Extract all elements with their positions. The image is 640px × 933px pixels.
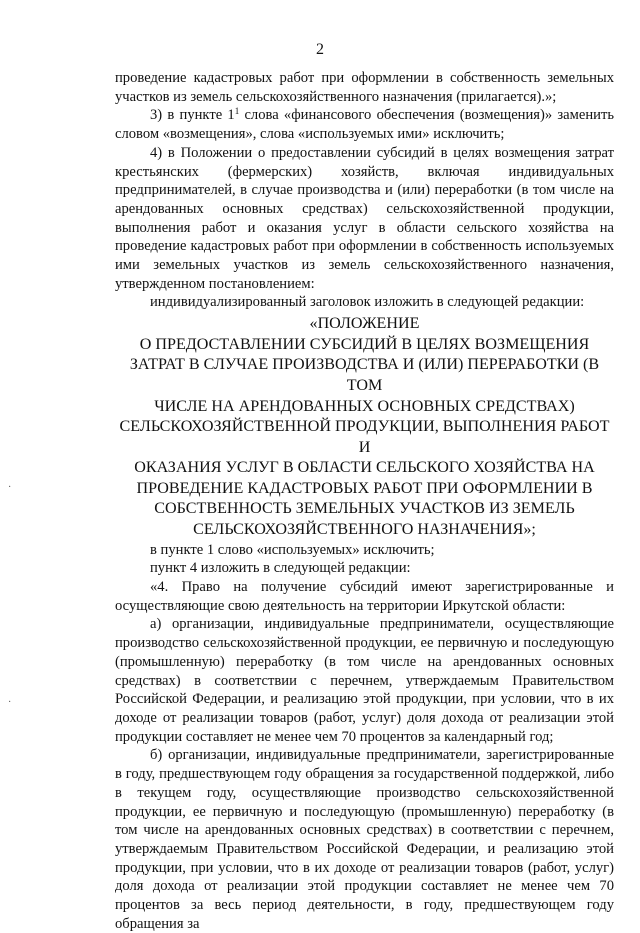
item-3-prefix: 3) в пункте 1 xyxy=(150,107,235,124)
item-3-superscript: 1 xyxy=(234,106,240,117)
paragraph-subitem-a: а) организации, индивидуальные предприниматели, осуществляющие производство сельскохозяйственной продукции, ее первичную и последующую (промышленную) переработку (в том числе на арендованных основных средствах) в соответствии с перечнем, утверждаемым Правительством Российской Федерации, и реализацию этой продукции, при условии, что в их доходе от реализации товаров (работ, услуг) доля дохода от реализации этой продукции составляет не менее чем 70 процентов за календарный год; xyxy=(115,616,614,745)
regulation-heading-line: СЕЛЬСКОХОЗЯЙСТВЕННОЙ ПРОДУКЦИИ, ВЫПОЛНЕНИЯ РАБОТ И xyxy=(119,418,610,456)
regulation-heading-line: ЧИСЛЕ НА АРЕНДОВАННЫХ ОСНОВНЫХ СРЕДСТВАХ) xyxy=(154,397,575,415)
item-3-rest: слова «финансового обеспечения (возмещения)» заменить словом «возмещения», слова «используемых ими» исключить; xyxy=(115,107,614,143)
regulation-heading-line: ПРОВЕДЕНИЕ КАДАСТРОВЫХ РАБОТ ПРИ ОФОРМЛЕНИИ В xyxy=(136,479,593,497)
paragraph-heading-intro: индивидуализированный заголовок изложить в следующей редакции: xyxy=(150,294,585,311)
regulation-heading-line: ЗАТРАТ В СЛУЧАЕ ПРОИЗВОДСТВА И (ИЛИ) ПЕРЕРАБОТКИ (В ТОМ xyxy=(129,356,600,394)
paragraph-point-4-intro: пункт 4 изложить в следующей редакции: xyxy=(150,560,411,577)
regulation-heading-title: «ПОЛОЖЕНИЕ xyxy=(309,315,420,333)
regulation-heading-line: ОКАЗАНИЯ УСЛУГ В ОБЛАСТИ СЕЛЬСКОГО ХОЗЯЙСТВА НА xyxy=(134,459,595,477)
paragraph-cadastral-continuation: проведение кадастровых работ при оформлении в собственность земельных участков из земель сельскохозяйственного назначения (прилагается).»; xyxy=(115,70,614,105)
document-body xyxy=(115,69,614,933)
paragraph-item-3 xyxy=(115,106,614,143)
paragraph-item-4: 4) в Положении о предоставлении субсидий в целях возмещения затрат крестьянских (фермерских) хозяйств, включая индивидуальных предпринимателей, в случае производства и (или) переработки (в том числе на арендованных основных средствах) сельскохозяйственной продукции, выполнения работ и оказания услуг в области сельского хозяйства на проведение кадастровых работ при оформлении в собственность используемых ими земельных участков из земель сельскохозяйственного назначения, утвержденном постановлением: xyxy=(115,144,614,292)
paragraph-point-4-text: «4. Право на получение субсидий имеют зарегистрированные и осуществляющие свою деятельность на территории Иркутской области: xyxy=(115,579,614,614)
margin-dot: · xyxy=(8,482,12,493)
paragraph-subitem-b: б) организации, индивидуальные предприниматели, зарегистрированные в году, предшествующем году обращения за государственной поддержкой, либо в текущем году, осуществляющие производство сельскохозяйственной продукции, ее первичную и последующую (промышленную) переработку (в том числе на арендованных основных средствах) в соответствии с перечнем, утверждаемым Правительством Российской Федерации, и реализацию этой продукции, при условии, что в их доходе от реализации товаров (работ, услуг) доля дохода от реализации этой продукции составляет не менее чем 70 процентов за весь период деятельности, в году, предшествующем году обращения за xyxy=(115,747,614,932)
regulation-heading xyxy=(115,314,614,541)
paragraph-point-1-edit: в пункте 1 слово «используемых» исключить; xyxy=(150,541,435,558)
regulation-heading-line: О ПРЕДОСТАВЛЕНИИ СУБСИДИЙ В ЦЕЛЯХ ВОЗМЕЩЕНИЯ xyxy=(139,335,590,353)
page-number: 2 xyxy=(316,41,324,58)
regulation-heading-line: СЕЛЬСКОХОЗЯЙСТВЕННОГО НАЗНАЧЕНИЯ»; xyxy=(193,521,536,539)
margin-dot: · xyxy=(8,697,12,708)
regulation-heading-line: СОБСТВЕННОСТЬ ЗЕМЕЛЬНЫХ УЧАСТКОВ ИЗ ЗЕМЕЛЬ xyxy=(154,500,575,518)
